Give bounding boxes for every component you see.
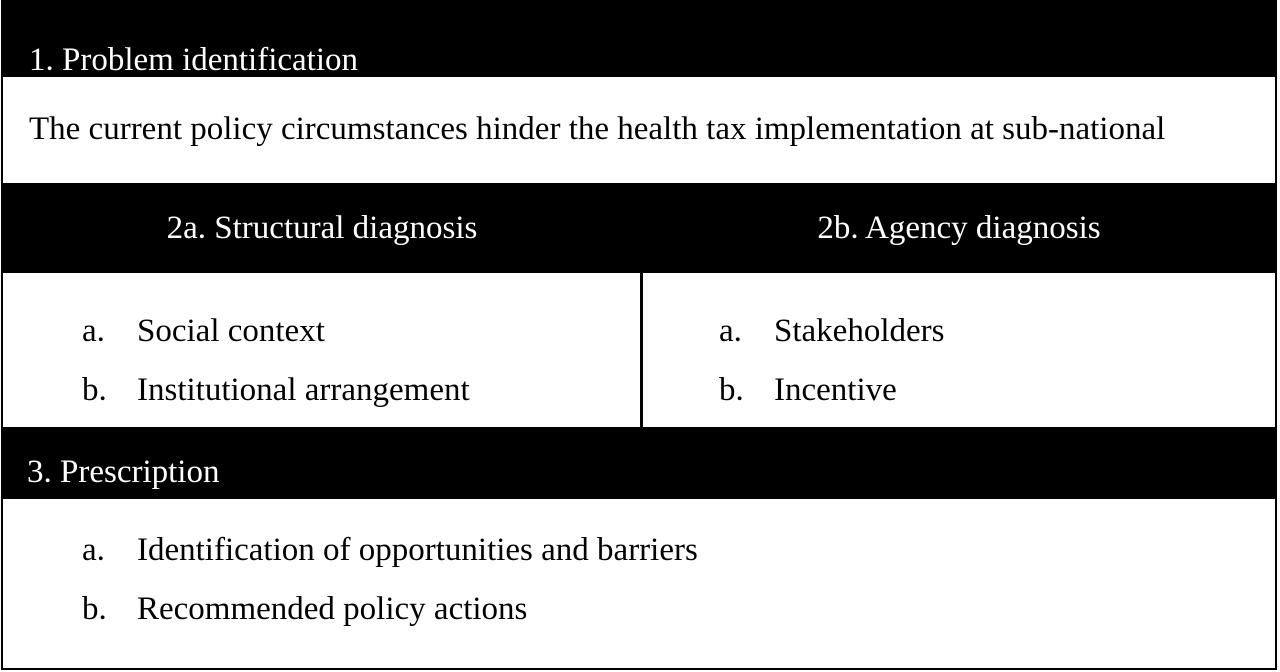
column-divider <box>640 273 643 427</box>
list-item-label: Identification of opportunities and barriers <box>137 532 698 568</box>
diagnosis-header <box>3 183 1275 273</box>
list-marker: a. <box>82 532 105 568</box>
list-marker: b. <box>82 372 107 408</box>
prescription-header <box>3 427 1275 499</box>
list-item-label: Stakeholders <box>774 313 945 349</box>
prescription-heading: 3. Prescription <box>27 454 220 490</box>
agency-diagnosis-heading: 2b. Agency diagnosis <box>817 209 1101 246</box>
list-item-label: Incentive <box>774 372 897 408</box>
list-marker: b. <box>719 372 744 408</box>
problem-identification-header <box>3 0 1275 77</box>
problem-identification-heading: 1. Problem identification <box>29 42 359 78</box>
list-item-label: Institutional arrangement <box>137 372 470 408</box>
list-item-label: Social context <box>137 313 325 349</box>
list-item-label: Recommended policy actions <box>137 591 528 627</box>
list-marker: a. <box>82 313 105 349</box>
list-marker: a. <box>719 313 742 349</box>
framework-diagram <box>1 0 1277 670</box>
list-marker: b. <box>82 591 107 627</box>
problem-statement: The current policy circumstances hinder the health tax implementation at sub-national <box>29 111 1166 147</box>
structural-diagnosis-heading: 2a. Structural diagnosis <box>166 209 478 246</box>
